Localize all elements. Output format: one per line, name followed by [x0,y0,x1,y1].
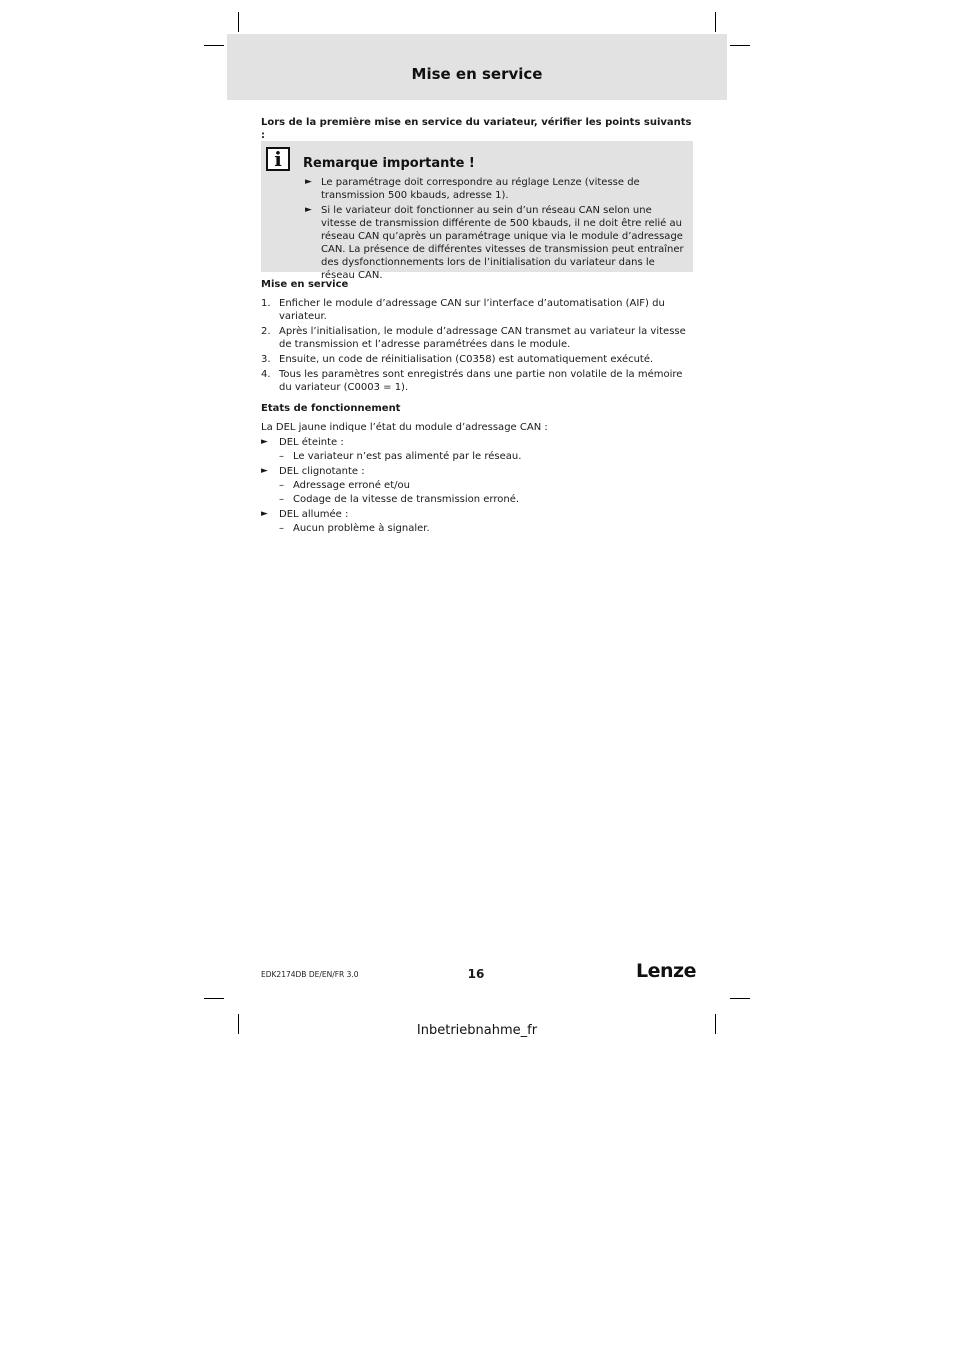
crop-mark [204,45,224,46]
list-item [261,353,693,366]
arrow-right-icon: ► [261,466,268,476]
state-detail: – Le variateur n’est pas alimenté par le réseau. [279,451,522,462]
state-detail: – Codage de la vitesse de transmission erroné. [279,494,520,505]
important-note [261,141,693,281]
document-code: EDK2174DB DE/EN/FR 3.0 [261,970,359,979]
list-item [261,465,693,506]
list-item [261,508,693,535]
note-item [305,204,689,282]
intro-text: Lors de la première mise en service du variateur, vérifier les points suivants : [261,117,692,141]
note-title: Remarque importante ! [303,156,475,171]
step-number: 2. [261,326,271,337]
state-label: DEL clignotante : [279,466,365,477]
step-text: Tous les paramètres sont enregistrés dans une partie non volatile de la mémoire du variateur (C0003 = 1). [279,369,683,393]
page-title: Mise en service [411,65,543,83]
operating-states-intro: La DEL jaune indique l’état du module d’adressage CAN : [261,422,548,433]
commissioning-heading: Mise en service [261,279,349,290]
arrow-right-icon: ► [305,205,312,215]
state-details [279,450,693,463]
crop-mark [204,998,224,999]
crop-mark [730,998,750,999]
page-number: 16 [467,967,485,981]
step-number: 4. [261,369,271,380]
step-number: 3. [261,354,271,365]
header-band [227,34,727,100]
state-details [279,522,693,535]
arrow-right-icon: ► [261,437,268,447]
list-item [261,325,693,351]
note-item-text: Le paramétrage doit correspondre au réglage Lenze (vitesse de transmission 500 kbauds, adresse 1). [321,177,640,201]
step-text: Après l’initialisation, le module d’adressage CAN transmet au variateur la vitesse de transmission et l’adresse paramétrées dans le module. [279,326,686,350]
crop-mark [715,12,716,32]
state-label: DEL éteinte : [279,437,344,448]
list-item [261,436,693,463]
operating-states-heading: Etats de fonctionnement [261,403,401,414]
state-label: DEL allumée : [279,509,349,520]
state-detail: – Aucun problème à signaler. [279,523,430,534]
step-text: Ensuite, un code de réinitialisation (C0358) est automatiquement exécuté. [279,354,654,365]
commissioning-steps [261,297,693,396]
file-name: Inbetriebnahme_fr [416,1023,538,1038]
note-list [305,176,689,284]
operating-states-list [261,436,693,537]
info-icon: i [266,147,290,171]
arrow-right-icon: ► [261,509,268,519]
arrow-right-icon: ► [305,177,312,187]
note-item [305,176,689,202]
crop-mark [730,45,750,46]
lenze-logo: Lenze [636,960,696,982]
step-number: 1. [261,298,271,309]
note-item-text: Si le variateur doit fonctionner au sein d’un réseau CAN selon une vitesse de transmission différente de 500 kbauds, il ne doit être relié au réseau CAN qu’après un paramétrage unique via le module d’adressage CAN. La présence de différentes vitesses de transmission peut entraîner des dysfonctionnements lors de l’initialisation du variateur dans le réseau CAN. [321,205,684,281]
step-text: Enficher le module d’adressage CAN sur l’interface d’automatisation (AIF) du variateur. [279,298,665,322]
list-item [261,297,693,323]
list-item [261,368,693,394]
crop-mark [238,12,239,32]
state-details [279,479,693,506]
state-detail: – Adressage erroné et/ou [279,480,410,491]
